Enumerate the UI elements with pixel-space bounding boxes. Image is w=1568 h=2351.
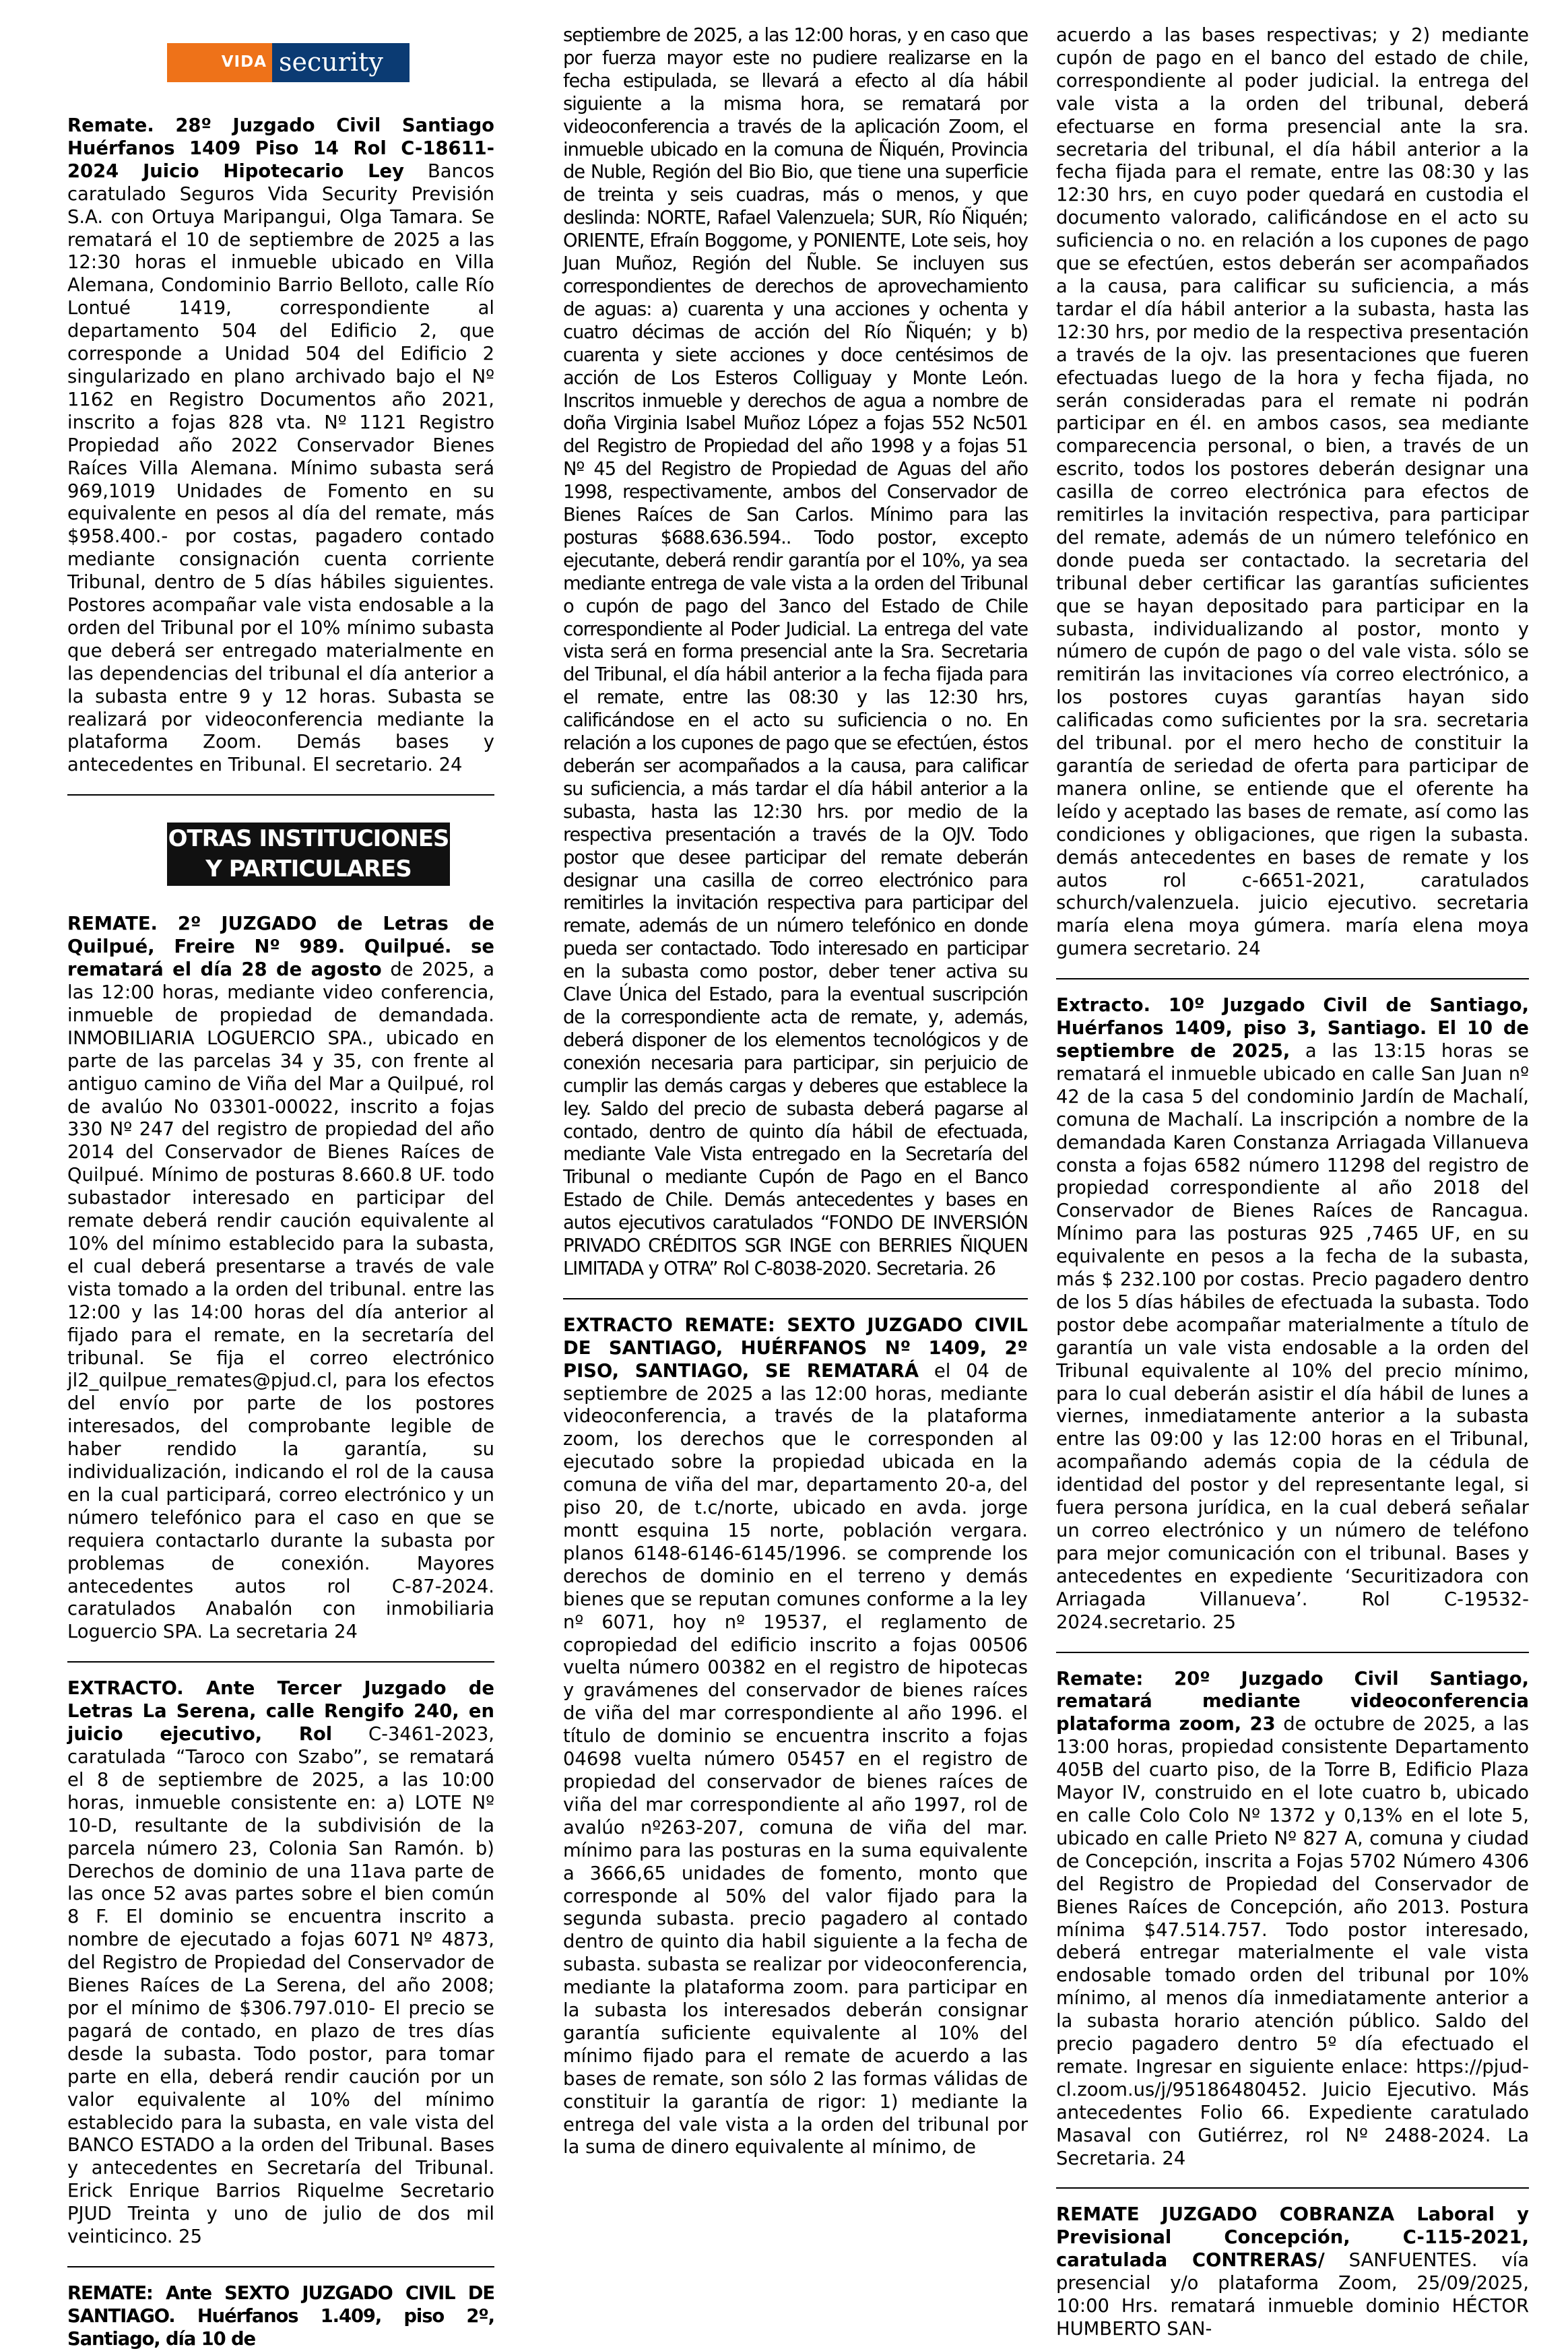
notice-remate-28-juzgado <box>67 115 494 777</box>
divider <box>67 794 494 796</box>
notice-lead: EXTRACTO REMATE: SEXTO JUZGADO CIVIL DE SANTIAGO, HUÉRFANOS Nº 1409, 2º PISO, SANTIAGO, SE REMATARÁ <box>563 1314 1028 1382</box>
notice-remate-quilpue <box>67 913 494 1644</box>
notice-body: de octubre de 2025, a las 13:00 horas, propiedad consistente Departamento 405B del cuarto piso, de la Torre B, Edificio Plaza Mayor IV, construido en el lote cuatro b, ubicado en calle Colo Colo Nº 1372 y 0,13% en el lote 5, ubicado en calle Prieto Nº 827 A, comuna y ciudad de Concepción, inscrita a Fojas 5702 Número 4306 del Registro de Propiedad del Conservador de Bienes Raíces de Concepción, año 2013. Postura mínima $47.514.757. Todo postor interesado, deberá entregar materialmente el vale vista endosable tomado orden del tribunal por 10% mínimo, al menos día inmediatamente anterior a la subasta horario atención público. Saldo del precio pagadero dentro 5º día efectuado el remate. Ingresar en siguiente enlace: https://pjud-cl.zoom.us/j/95186480452. Juicio Ejecutivo. Más antecedentes Folio 66. Expediente caratulado Masaval con Gutiérrez, rol Nº 2488-2024. La Secretaria. 24 <box>1056 1714 1529 2169</box>
section-header-line-1: OTRAS INSTITUCIONES <box>168 825 449 853</box>
column-2 <box>563 24 1028 2159</box>
notice-extracto-remate-sexto-juzgado-vina-continued <box>1056 24 1529 961</box>
section-header-otras-instituciones <box>167 823 450 886</box>
notice-extracto-la-serena <box>67 1677 494 2249</box>
column-3 <box>1056 24 1529 2341</box>
notice-lead: REMATE: Ante SEXTO JUZGADO CIVIL DE SANTIAGO. Huérfanos 1.409, piso 2º, Santiago, día 10 de <box>67 2282 494 2350</box>
notice-body: SANFUENTES. vía presencial y/o plataforma Zoom, 25/09/2025, 10:00 Hrs. rematará inmueble dominio HÉCTOR HUMBERTO SAN- <box>1056 2250 1529 2340</box>
notice-body: a las 13:15 horas se rematará el inmueble ubicado en calle San Juan nº 42 de la casa 5 del condominio Jardín de Machalí, comuna de Machalí. La inscripción a nombre de la demandada Karen Constanza Arriagada Villanueva consta a fojas 6582 número 11298 del registro de propiedad correspondiente al año 2018 del Conservador de Bienes Raíces de Rancagua. Mínimo para las posturas 925 ,7465 UF, en su equivalente en pesos a la fecha de la subasta, más $ 232.100 por costas. Precio pagadero dentro de los 5 días hábiles de efectuada la subasta. Todo postor debe acompañar materialmente a título de garantía un vale vista endosable a la orden del Tribunal equivalente al 10% del precio mínimo, para lo cual deberán asistir el día hábil de lunes a viernes, inmediatamente anterior a la subasta entre las 09:00 y las 12:00 horas en el Tribunal, acompañando además copia de la cédula de identidad del postor y del representante legal, si fuera persona jurídica, en la cual deberá señalar un correo electrónico y un número de teléfono para mejor comunicación con el tribunal. Bases y antecedentes en expediente ‘Securitizadora con Arriagada Villanueva’. Rol C-19532-2024.secretario. 25 <box>1056 1040 1529 1633</box>
notice-body: C-3461-2023, caratulada “Taroco con Szabo”, se rematará el 8 de septiembre de 2025, a las 10:00 horas, inmueble consistente en: a) LOTE Nº 10-D, resultante de la subdivisión de la parcela número 23, Colonia San Ramón. b) Derechos de dominio de una 11ava parte de las once 52 avas partes sobre el bien común 8 F. El dominio se encuentra inscrito a nombre de ejecutado a fojas 6071 Nº 4873, del Registro de Propiedad del Conservador de Bienes Raíces de La Serena, del año 2008; por el mínimo de $306.797.010- El precio se pagará de contado, en plazo de tres días desde la subasta. Todo postor, para tomar parte en ella, deberá rendir caución por un valor equivalente al 10% del mínimo establecido para la subasta, en vale vista del BANCO ESTADO a la orden del Tribunal. Bases y antecedentes en Secretaría del Tribunal. Erick Enrique Barrios Riquelme Secretario PJUD Treinta y uno de julio de dos mil veinticinco. 25 <box>67 1724 494 2248</box>
logo-security-text: security <box>279 47 383 77</box>
notice-body: septiembre de 2025, a las 12:00 horas, y en caso que por fuerza mayor este no pudiere realizarse en la fecha estipulada, se llevará a efecto al día hábil siguiente a la misma hora, se rematará por videoconferencia a través de la aplicación Zoom, el inmueble ubicado en la comuna de Ñiquén, Provincia de Nuble, Región del Bio Bio, que tiene una superficie de treinta y seis cuadras, más o menos, y que deslinda: NORTE, Rafael Valenzuela; SUR, Río Ñiquén; ORIENTE, Efraín Boggome, y PONIENTE, Lote seis, hoy Juan Muñoz, Región del Ñuble. Se incluyen sus correspondientes de derechos de aprovechamiento de aguas: a) cuarenta y una acciones y ochenta y cuatro décimas de acción del Río Ñiquén; y b) cuarenta y siete acciones y doce centésimos de acción de Los Esteros Colliguay y Monte León. Inscritos inmueble y derechos de agua a nombre de doña Virginia Isabel Muñoz López a fojas 552 Nc501 del Registro de Propiedad del año 1998 y a fojas 51 Nº 45 del Registro de Propiedad de Aguas del año 1998, respectivamente, ambos del Conservador de Bienes Raíces de San Carlos. Mínimo para las posturas $688.636.594.. Todo postor, excepto ejecutante, deberá rendir garantía por el 10%, ya sea mediante entrega de vale vista a la orden del Tribunal o cupón de pago del 3anco del Estado de Chile correspondiente al Poder Judicial. La entrega del vate vista será en forma presencial ante la Sra. Secretaria del Tribunal, el día hábil anterior a la fecha fijada para el remate, entre las 08:30 y las 12:30 hrs, calificándose en el acto su suficiencia o no. En relación a los cupones de pago que se efectúen, éstos deberán ser acompañados a la causa, para calificar su suficiencia, a más tardar el día hábil anterior a la subasta, hasta las 12:30 hrs. por medio de la respectiva presentación a través de la OJV. Todo postor que desee participar del remate deberán designar una casilla de correo electrónico para remitirles la invitación respectiva para participar del remate, además de un número telefónico en donde pueda ser contactado. Todo interesado en participar en la subasta como postor, deber tener activa su Clave Única del Estado, para la eventual suscripción de la correspondiente acta de remate, y, además, deberá disponer de los elementos tecnológicos y de conexión necesaria para participar, sin perjuicio de cumplir las demás cargas y deberes que establece la ley. Saldo del precio de subasta deberá pagarse al contado, dentro de quinto día hábil de efectuada, mediante Vale Vista entregado en la Secretaría del Tribunal o mediante Cupón de Pago en el Banco Estado de Chile. Demás antecedentes y bases en autos ejecutivos caratulados “FONDO DE INVERSIÓN PRIVADO CRÉDITOS SGR INGE con BERRIES ÑIQUEN LIMITADA y OTRA” Rol C-8038-2020. Secretaria. 26 <box>563 25 1028 1279</box>
notice-lead: REMATE. 2º JUZGADO de Letras de Quilpué, Freire Nº 989. Quilpué. se rematará el día 28 de agosto <box>67 913 494 981</box>
notice-body: acuerdo a las bases respectivas; y 2) mediante cupón de pago en el banco del estado de chile, correspondiente al poder judicial. la entrega del vale vista a la orden del tribunal, deberá efectuarse en forma presencial ante la sra. secretaria del tribunal, el día hábil anterior a la fecha fijada para el remate, entre las 08:30 y las 12:30 hrs, en cuyo poder quedará en custodia el documento valorado, calificándose en el acto su suficiencia o no. en relación a los cupones de pago que se efectúen, estos deberán ser acompañados a la causa, para calificar su suficiencia, a más tardar el día hábil anterior a la subasta, hasta las 12:30 hrs, por medio de la respectiva presentación a través de la ojv. las presentaciones que fueren efectuadas luego de la hora y fecha fijada, no serán consideradas para el remate ni podrán participar en él. en ambos casos, sea mediante comparecencia personal, o bien, a través de un escrito, todos los postores deberán designar una casilla de correo electrónica para efectos de remitirles la invitación respectiva, para participar del remate, además de un número telefónico en donde pueda ser contactado. la secretaria del tribunal deber certificar las garantías suficientes que se hayan depositado para participar en la subasta, individualizando al postor, monto y número de cupón de pago o del vale vista. sólo se remitirán las invitaciones vía correo electrónico, a los postores cuyas garantías hayan sido calificadas como suficientes por la sra. secretaria del tribunal. por el mero hecho de constituir la garantía de seriedad de oferta para participar de manera online, se entiende que el oferente ha leído y aceptado las bases de remate, así como las condiciones y obligaciones, que rigen la subasta. demás antecedentes en bases de remate y los autos rol c-6651-2021, caratulados schurch/valenzuela. juicio ejecutivo. secretaria maría elena moya gúmera. maría elena moya gumera secretario. 24 <box>1056 25 1529 960</box>
notice-remate-sexto-juzgado-niquen-continued <box>563 24 1028 1281</box>
notice-body: el 04 de septiembre de 2025 a las 12:00 horas, mediante videoconferencia, a través de la plataforma zoom, los derechos que le corresponden al ejecutado sobre la propiedad ubicada en la comuna de viña del mar, departamento 20-a, del piso 20, de t.c/norte, ubicado en avda. jorge montt esquina 15 norte, población vergara. planos 6148-6146-6145/1996. se comprende los derechos de dominio en el terreno y demás bienes que se reputan comunes conforme a la ley nº 6071, hoy nº 19537, el reglamento de copropiedad del edificio inscrito a fojas 00506 vuelta número 00382 en el registro de hipotecas y gravámenes del conservador de bienes raíces de viña del mar correspondiente al año 1996. el título de dominio se encuentra inscrito a fojas 04698 vuelta número 05457 en el registro de propiedad del conservador de bienes raíces de viña del mar correspondiente al año 1997, rol de avalúo nº263-207, comuna de viña del mar. mínimo para las posturas en la suma equivalente a 3666,65 unidades de fomento, monto que corresponde al 50% del valor fijado para la segunda subasta. precio pagadero al contado dentro de quinto dia habil siguiente a la fecha de subasta. subasta se realizar por videoconferencia, mediante la plataforma zoom. para participar en la subasta los interesados deberán consignar garantía suficiente equivalente al 10% del mínimo fijado para el remate de acuerdo a las bases de remate, son sólo 2 las formas válidas de constituir la garantía de rigor: 1) mediante la entrega del vale vista a la orden del tribunal por la suma de dinero equivalente al mínimo, de <box>563 1360 1028 2158</box>
logo-vida-text: VIDA <box>221 53 267 71</box>
column-1 <box>67 24 494 2351</box>
notice-lead: EXTRACTO. Ante Tercer Juzgado de Letras La Serena, calle Rengifo 240, en juicio ejecutivo, Rol <box>67 1678 494 1745</box>
notice-extracto-remate-sexto-juzgado-vina <box>563 1314 1028 2160</box>
notice-remate-juzgado-cobranza-concepcion <box>1056 2203 1529 2340</box>
notice-lead: Extracto. 10º Juzgado Civil de Santiago, Huérfanos 1409, piso 3, Santiago. El 10 de septiembre de 2025, <box>1056 995 1529 1062</box>
notice-remate-20-juzgado-concepcion <box>1056 1668 1529 2170</box>
vida-security-logo <box>167 43 410 82</box>
notice-lead: REMATE JUZGADO COBRANZA Laboral y Previsional Concepción, C-115-2021, caratulada CONTRERAS/ <box>1056 2204 1529 2272</box>
notice-lead: Remate: 20º Juzgado Civil Santiago, rematará mediante videoconferencia plataforma zoom, 23 <box>1056 1668 1529 1735</box>
notice-lead: Remate. 28º Juzgado Civil Santiago Huérfanos 1409 Piso 14 Rol C-18611-2024 Juicio Hipotecario Ley <box>67 115 494 182</box>
notice-body: de 2025, a las 12:00 horas, mediante video conferencia, inmueble de propiedad de demandada. INMOBILIARIA LOGUERCIO SPA., ubicado en parte de las parcelas 34 y 35, con frente al antiguo camino de Viña del Mar a Quilpué, rol de avalúo No 03301-00022, inscrito a fojas 330 Nº 247 del registro de propiedad del año 2014 del Conservador de Bienes Raíces de Quilpué. Mínimo de posturas 8.660.8 UF. todo subastador interesado en participar del remate deberá rendir caución equivalente al 10% del mínimo establecido para la subasta, el cual deberá presentarse a través de vale vista tomado a la orden del tribunal. entre las 12:00 y las 14:00 horas del día anterior al fijado para el remate, en la secretaría del tribunal. Se fija el correo electrónico jl2_quilpue_remates@pjud.cl, para los efectos del envío por parte de los postores interesados, del comprobante legible de haber rendido la garantía, su individualización, indicando el rol de la causa en la cual participará, correo electrónico y un número telefónico para el caso en que se requiera contactarlo durante la subasta por problemas de conexión. Mayores antecedentes autos rol C-87-2024. caratulados Anabalón con inmobiliaria Loguercio SPA. La secretaria 24 <box>67 959 494 1643</box>
notice-remate-sexto-juzgado-niquen <box>67 2282 494 2351</box>
section-header-line-2: Y PARTICULARES <box>205 856 412 883</box>
notice-body: Bancos caratulado Seguros Vida Security Previsión S.A. con Ortuya Maripangui, Olga Tamara. Se rematará el 10 de septiembre de 2025 a las 12:30 horas el inmueble ubicado en Villa Alemana, Condominio Barrio Belloto, calle Río Lontué 1419, correspondiente al departamento 504 del Edificio 2, que corresponde a Unidad 504 del Edificio 2 singularizado en plano archivado bajo el Nº 1162 en Registro Documentos año 2021, inscrito a fojas 828 vta. Nº 1121 Registro Propiedad año 2022 Conservador Bienes Raíces Villa Alemana. Mínimo subasta será 969,1019 Unidades de Fomento en su equivalente en pesos al día del remate, más $958.400.- por costas, pagadero contado mediante consignación cuenta corriente Tribunal, dentro de 5 días hábiles siguientes. Postores acompañar vale vista endosable a la orden del Tribunal por el 10% mínimo subasta que deberá ser entregado materialmente en las dependencias del tribunal el día anterior a la subasta entre 9 y 12 horas. Subasta se realizará por videoconferencia mediante la plataforma Zoom. Demás bases y antecedentes en Tribunal. El secretario. 24 <box>67 160 495 776</box>
notice-extracto-10-juzgado-machali <box>1056 994 1529 1634</box>
